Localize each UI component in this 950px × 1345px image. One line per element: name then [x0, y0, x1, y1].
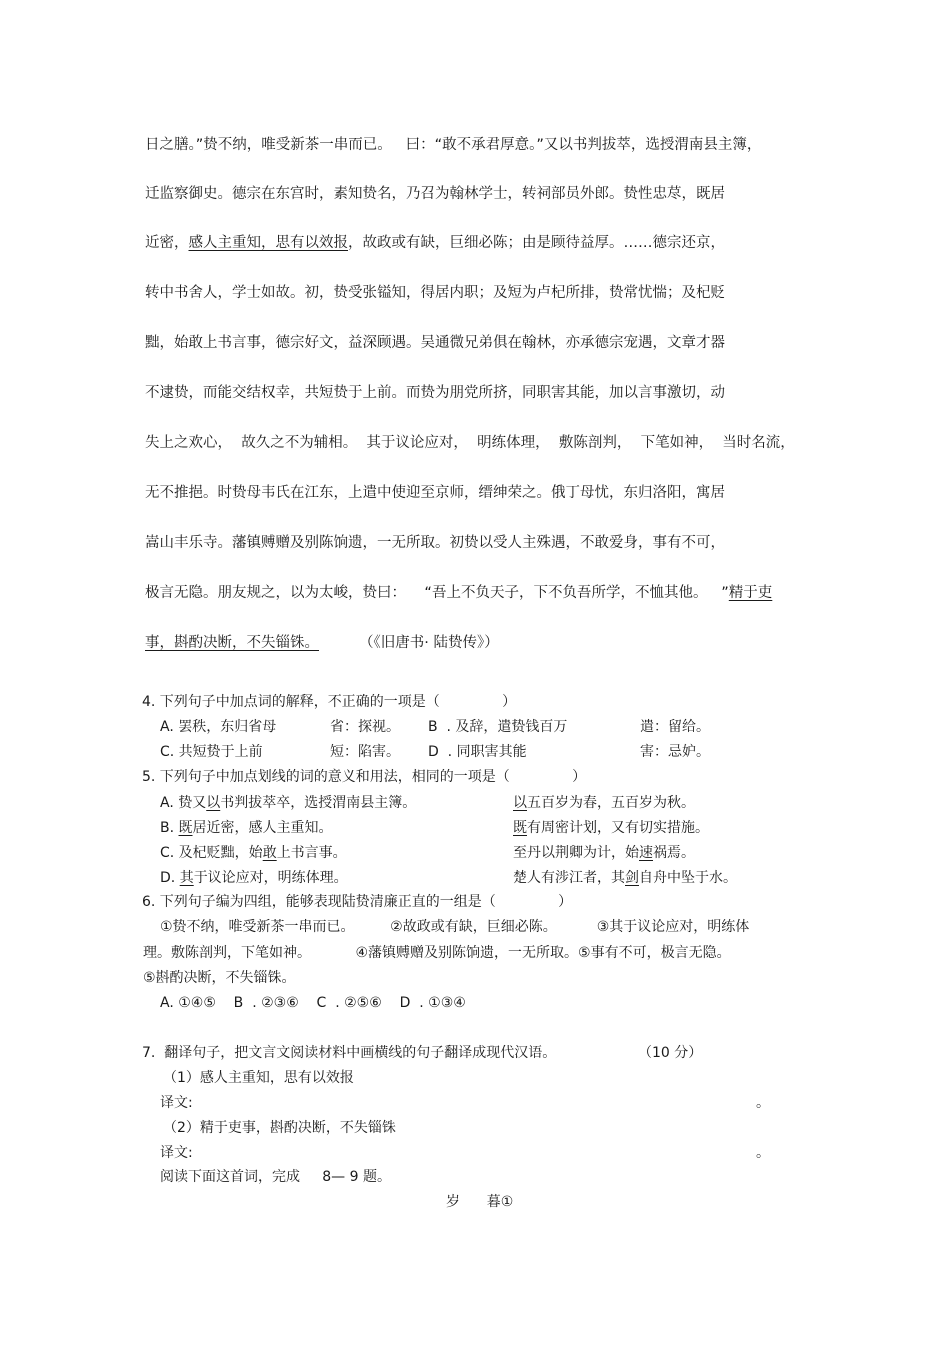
- passage-line-4: 转中书舍人，学士如故。初，贽受张镒知，得居内职；及短为卢杞所排，贽常忧惴；及杞贬: [145, 285, 725, 301]
- passage-line-5: 黜，始敢上书言事，德宗好文，益深顾遇。吴通微兄弟俱在翰林，亦承德宗宠遇，文章才器: [145, 335, 725, 351]
- passage-text: ，故政或有缺，巨细必陈；由是顾待益厚。……德宗还京，: [348, 235, 725, 251]
- q6-items-line-3: ⑤斟酌决断，不失锱铢。: [143, 970, 296, 986]
- passage-line-9: 嵩山丰乐寺。藩镇赙赠及别陈饷遗，一无所取。初贽以受人主殊遇，不敢爱身，事有不可，: [145, 535, 725, 551]
- q7-sentence-2: （2）精于吏事，斟酌决断，不失锱铢: [163, 1120, 396, 1136]
- q7-stem: 7. 翻译句子，把文言文阅读材料中画横线的句子翻译成现代汉语。: [142, 1045, 557, 1061]
- q5-marked-word: 以: [206, 795, 221, 811]
- q4-option-a-gloss: 省：探视。: [330, 719, 400, 735]
- q5-marked-word: 其: [179, 870, 194, 886]
- q5-text: 祸焉。: [653, 845, 695, 861]
- q5-text: D.: [160, 870, 180, 886]
- passage-line-7: 失上之欢心， 故久之不为辅相。 其于议论应对， 明练体理， 敷陈剖判， 下笔如神， 当时名流，: [145, 435, 795, 451]
- q4-option-c: C. 共短贽于上前: [160, 744, 263, 760]
- passage-line-1: 日之膳。”贽不纳，唯受新茶一串而已。 曰：“敢不承君厚意。”又以书判拔萃，选授渭南县主簿，: [145, 137, 762, 153]
- q5-marked-word: 既: [513, 820, 527, 836]
- q5-option-c-left: [160, 844, 347, 862]
- q7-translation-2-label: 译文:: [160, 1145, 193, 1161]
- q5-text: 五百岁为春，五百岁为秋。: [527, 795, 695, 811]
- passage-line-10: [145, 584, 772, 602]
- q5-text: 于议论应对，明练体理。: [193, 870, 348, 886]
- q4-option-d-gloss: 害：忌妒。: [640, 744, 710, 760]
- passage-line-2: 迁监察御史。德宗在东宫时，素知贽名，乃召为翰林学士，转祠部员外郎。贽性忠荩，既居: [145, 186, 725, 202]
- q5-option-a-left: [160, 794, 416, 812]
- q5-option-d-right: [513, 869, 737, 887]
- q7-translation-1-end: 。: [756, 1095, 770, 1111]
- q5-text: 上书言事。: [276, 845, 347, 861]
- q5-text: 居近密，感人主重知。: [192, 820, 333, 836]
- q4-stem: 4. 下列句子中加点词的解释，不正确的一项是（ ）: [142, 694, 517, 710]
- q7-score: （10 分）: [638, 1045, 703, 1061]
- q5-marked-word: 以: [513, 795, 527, 811]
- q5-text: 有周密计划，又有切实措施。: [527, 820, 709, 836]
- q7-translation-2-end: 。: [756, 1145, 770, 1161]
- q6-items-line-1: ①贽不纳，唯受新茶一串而已。 ②故政或有缺，巨细必陈。 ③其于议论应对，明练体: [160, 919, 750, 935]
- q4-option-b: B . 及辞，遣贽钱百万: [428, 719, 568, 735]
- reading-instruction: 阅读下面这首词，完成 8— 9 题。: [160, 1169, 391, 1185]
- underlined-sentence-2a: 精于吏: [728, 585, 773, 601]
- q6-items-line-2: 理。敷陈剖判，下笔如神。 ④藩镇赙赠及别陈饷遗，一无所取。⑤事有不可，极言无隐。: [143, 945, 731, 961]
- passage-source: （《旧唐书· 陆贽传》）: [359, 635, 499, 651]
- q7-sentence-1: （1）感人主重知，思有以效报: [163, 1070, 354, 1086]
- q5-marked-word: 速: [639, 845, 653, 861]
- passage-text: 近密，: [145, 235, 189, 251]
- q5-marked-word: 敢: [262, 845, 277, 861]
- underlined-sentence-2b: 事，斟酌决断，不失锱铢。: [145, 635, 319, 651]
- q5-option-c-right: [513, 844, 695, 862]
- q5-text: 书判拔萃卒，选授渭南县主簿。: [220, 795, 417, 811]
- q7-translation-1-label: 译文:: [160, 1095, 193, 1111]
- q5-text: B.: [160, 820, 179, 836]
- q5-stem: 5. 下列句子中加点划线的词的意义和用法，相同的一项是（ ）: [142, 769, 587, 785]
- q6-options: A. ①④⑤ B . ②③⑥ C . ②⑤⑥ D . ①③④: [160, 995, 466, 1011]
- passage-line-11: [145, 634, 499, 652]
- q4-option-b-gloss: 遣：留给。: [640, 719, 710, 735]
- q5-text: A. 贽又: [160, 795, 207, 811]
- q4-option-d: D . 同职害其能: [428, 744, 527, 760]
- underlined-sentence-1: 感人主重知，思有以效报: [188, 235, 348, 251]
- passage-line-6: 不逮贽，而能交结权幸，共短贽于上前。而贽为朋党所挤，同职害其能，加以言事激切，动: [145, 385, 725, 401]
- q5-text: 自舟中坠于水。: [639, 870, 737, 886]
- q5-text: 楚人有涉江者，其: [513, 870, 625, 886]
- passage-line-3: [145, 234, 725, 252]
- q5-text: 至丹以荆卿为计，始: [513, 845, 639, 861]
- passage-text: 极言无隐。朋友规之，以为太峻，贽曰： “吾上不负天子，下不负吾所学，不恤其他。 ”: [145, 585, 729, 601]
- q4-option-c-gloss: 短：陷害。: [330, 744, 400, 760]
- q5-marked-word: 既: [178, 820, 193, 836]
- q5-option-b-left: [160, 819, 333, 837]
- q5-text: C. 及杞贬黜，始: [160, 845, 263, 861]
- q5-option-d-left: [160, 869, 348, 887]
- q5-option-a-right: [513, 794, 695, 812]
- q6-stem: 6. 下列句子编为四组，能够表现陆贽清廉正直的一组是（ ）: [142, 894, 573, 910]
- q4-option-a: A. 罢秩，东归省母: [160, 719, 277, 735]
- poem-title: 岁 暮①: [446, 1194, 514, 1210]
- q5-marked-word: 剑: [625, 870, 639, 886]
- q5-option-b-right: [513, 819, 709, 837]
- passage-line-8: 无不推挹。时贽母韦氏在江东，上遣中使迎至京师，缙绅荣之。俄丁母忧，东归洛阳，寓居: [145, 485, 725, 501]
